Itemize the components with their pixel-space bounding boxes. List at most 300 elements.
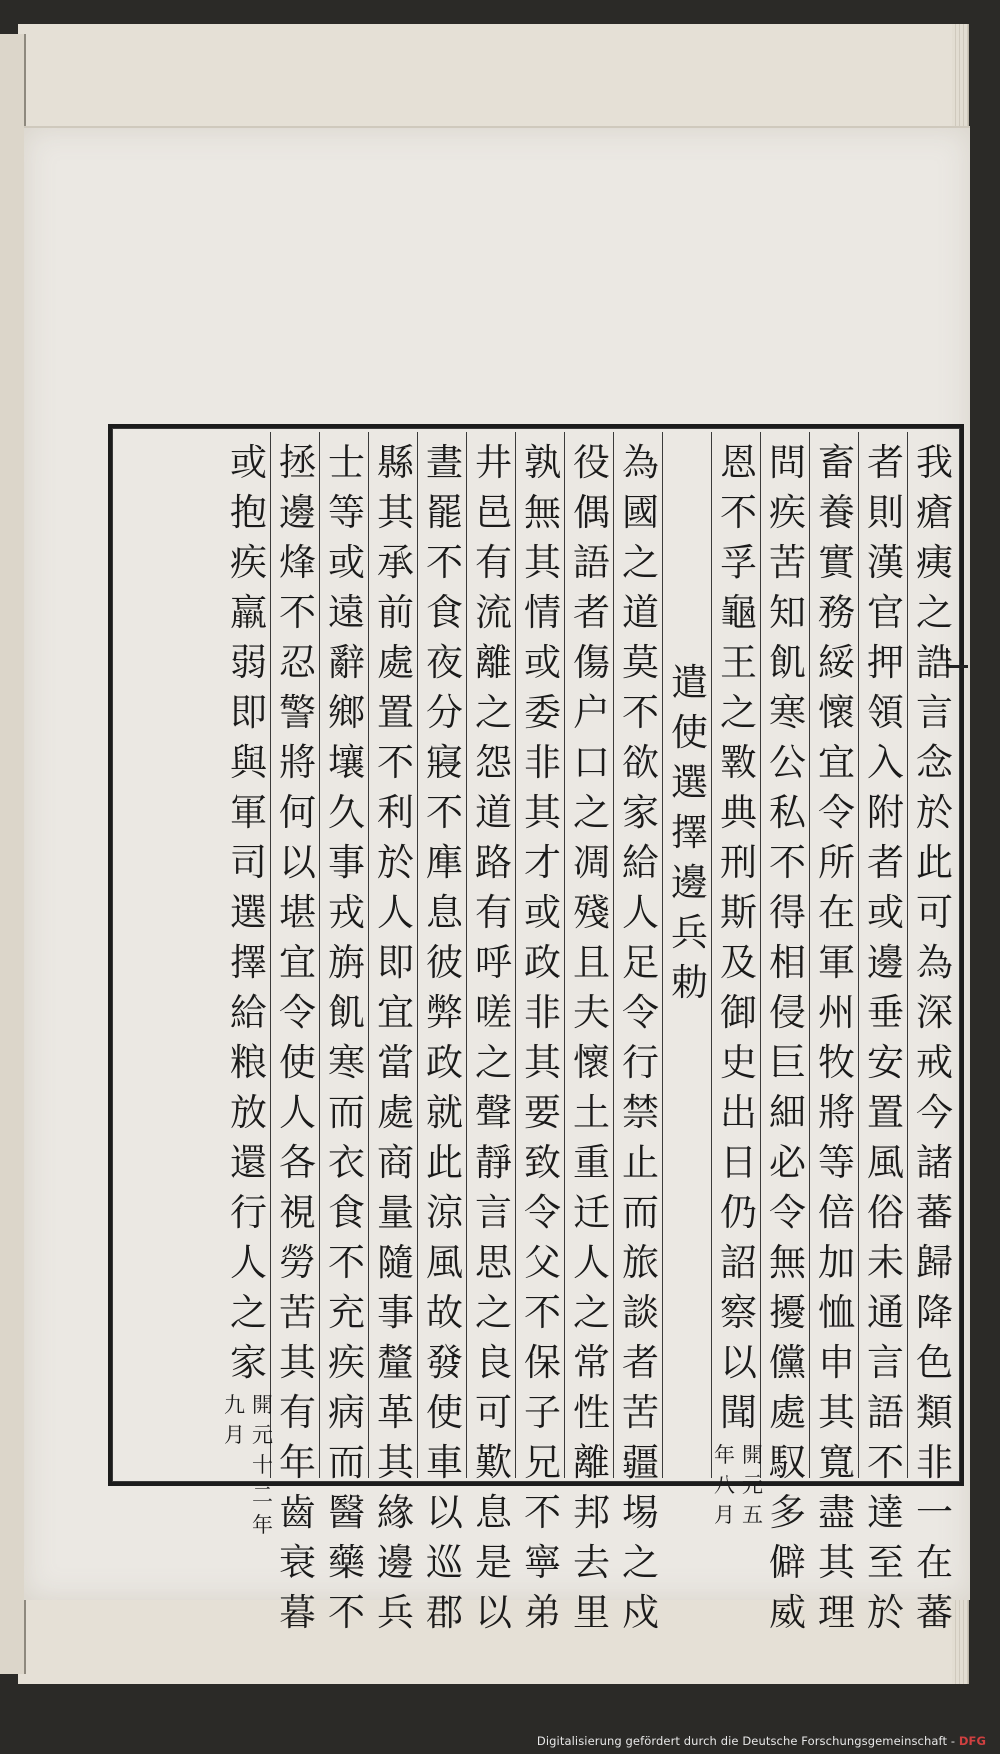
date-note-line: 開 元 五 xyxy=(742,1443,763,1527)
glyph: 即 xyxy=(377,941,414,984)
glyph: 發 xyxy=(426,1341,463,1384)
glyph: 還 xyxy=(230,1141,267,1184)
glyph: 車 xyxy=(426,1441,463,1484)
glyph: 即 xyxy=(230,691,267,734)
glyph: 者 xyxy=(867,841,904,884)
glyph: 語 xyxy=(573,541,610,584)
glyph: 要 xyxy=(524,1091,561,1134)
glyph: 家 xyxy=(622,791,659,834)
glyph: 或 xyxy=(328,541,365,584)
glyph: 俗 xyxy=(867,1191,904,1234)
glyph: 誥 xyxy=(916,641,953,684)
glyph: 呼 xyxy=(475,941,512,984)
text-column xyxy=(614,438,667,1634)
glyph: 疾 xyxy=(769,491,806,534)
glyph: 所 xyxy=(818,841,855,884)
glyph: 處 xyxy=(377,641,414,684)
glyph: 父 xyxy=(524,1241,561,1284)
date-note-line: 開 元 十 二 年 xyxy=(252,1393,273,1537)
glyph: 日 xyxy=(720,1141,757,1184)
glyph: 選 xyxy=(671,761,708,804)
glyph: 懷 xyxy=(573,1041,610,1084)
glyph: 出 xyxy=(720,1091,757,1134)
glyph: 軍 xyxy=(818,941,855,984)
glyph: 戍 xyxy=(622,1591,659,1634)
glyph: 不 xyxy=(769,841,806,884)
glyph: 當 xyxy=(377,1041,414,1084)
glyph: 不 xyxy=(524,1491,561,1534)
text-column xyxy=(418,438,471,1634)
glyph: 其 xyxy=(377,491,414,534)
glyph: 痍 xyxy=(916,541,953,584)
glyph: 靜 xyxy=(475,1141,512,1184)
glyph: 不 xyxy=(426,791,463,834)
glyph: 人 xyxy=(230,1241,267,1284)
glyph: 辭 xyxy=(328,641,365,684)
glyph: 抱 xyxy=(230,491,267,534)
glyph: 將 xyxy=(279,741,316,784)
glyph: 蕃 xyxy=(916,1191,953,1234)
glyph: 其 xyxy=(818,1391,855,1434)
glyph: 瘡 xyxy=(916,491,953,534)
glyph: 或 xyxy=(524,641,561,684)
glyph: 流 xyxy=(475,591,512,634)
credit-text: Digitalisierung gefördert durch die Deutsche Forschungsgemeinschaft - xyxy=(536,1734,956,1748)
glyph: 户 xyxy=(573,691,610,734)
glyph: 宜 xyxy=(279,941,316,984)
glyph: 遣 xyxy=(671,661,708,704)
glyph: 放 xyxy=(230,1091,267,1134)
glyph: 不 xyxy=(279,591,316,634)
glyph: 離 xyxy=(475,641,512,684)
glyph: 土 xyxy=(573,1091,610,1134)
glyph: 旅 xyxy=(622,1241,659,1284)
glyph: 壤 xyxy=(328,741,365,784)
glyph: 郡 xyxy=(426,1591,463,1634)
glyph: 為 xyxy=(622,441,659,484)
glyph: 官 xyxy=(867,591,904,634)
glyph: 之 xyxy=(720,691,757,734)
glyph: 風 xyxy=(426,1241,463,1284)
glyph: 年 xyxy=(279,1441,316,1484)
glyph: 至 xyxy=(867,1541,904,1584)
glyph: 以 xyxy=(475,1591,512,1634)
glyph: 等 xyxy=(328,491,365,534)
glyph: 言 xyxy=(916,691,953,734)
glyph: 衣 xyxy=(328,1141,365,1184)
glyph: 㢑 xyxy=(426,841,463,884)
glyph: 不 xyxy=(426,541,463,584)
glyph: 此 xyxy=(916,841,953,884)
glyph: 風 xyxy=(867,1141,904,1184)
glyph: 或 xyxy=(230,441,267,484)
text-column xyxy=(908,438,961,1634)
glyph: 弊 xyxy=(426,991,463,1034)
text-column xyxy=(320,438,373,1634)
glyph: 利 xyxy=(377,791,414,834)
glyph: 商 xyxy=(377,1141,414,1184)
glyph: 斯 xyxy=(720,891,757,934)
glyph: 擇 xyxy=(671,811,708,854)
glyph: 彼 xyxy=(426,941,463,984)
glyph: 安 xyxy=(867,1041,904,1084)
glyph: 兵 xyxy=(377,1591,414,1634)
glyph: 怨 xyxy=(475,741,512,784)
glyph: 巡 xyxy=(426,1541,463,1584)
glyph: 罷 xyxy=(426,491,463,534)
glyph: 嗟 xyxy=(475,991,512,1034)
glyph: 蕃 xyxy=(916,1591,953,1634)
glyph: 之 xyxy=(573,791,610,834)
glyph: 充 xyxy=(328,1291,365,1334)
glyph: 鄉 xyxy=(328,691,365,734)
glyph: 御 xyxy=(720,991,757,1034)
date-note-line: 年 八 月 xyxy=(714,1443,735,1527)
glyph: 不 xyxy=(377,741,414,784)
glyph: 色 xyxy=(916,1341,953,1384)
glyph: 務 xyxy=(818,591,855,634)
glyph: 不 xyxy=(720,491,757,534)
glyph: 將 xyxy=(818,1091,855,1134)
glyph: 傷 xyxy=(573,641,610,684)
glyph: 勅 xyxy=(671,961,708,1004)
text-column xyxy=(271,438,324,1634)
glyph: 典 xyxy=(720,791,757,834)
glyph: 思 xyxy=(475,1241,512,1284)
glyph: 孰 xyxy=(524,441,561,484)
glyph: 在 xyxy=(818,891,855,934)
glyph: 寧 xyxy=(524,1541,561,1584)
glyph: 隨 xyxy=(377,1241,414,1284)
glyph: 承 xyxy=(377,541,414,584)
glyph: 垂 xyxy=(867,991,904,1034)
glyph: 則 xyxy=(867,491,904,534)
glyph: 聞 xyxy=(720,1391,757,1434)
glyph: 談 xyxy=(622,1291,659,1334)
glyph: 以 xyxy=(720,1341,757,1384)
glyph: 齒 xyxy=(279,1491,316,1534)
glyph: 漢 xyxy=(867,541,904,584)
glyph: 寒 xyxy=(328,1041,365,1084)
glyph: 役 xyxy=(573,441,610,484)
glyph: 常 xyxy=(573,1341,610,1384)
text-column xyxy=(565,438,618,1634)
glyph: 羸 xyxy=(230,591,267,634)
glyph: 之 xyxy=(916,591,953,634)
glyph: 人 xyxy=(573,1241,610,1284)
glyph: 此 xyxy=(426,1141,463,1184)
glyph: 足 xyxy=(622,941,659,984)
glyph: 令 xyxy=(279,991,316,1034)
glyph: 量 xyxy=(377,1191,414,1234)
glyph: 保 xyxy=(524,1341,561,1384)
glyph: 之 xyxy=(475,691,512,734)
glyph: 是 xyxy=(475,1541,512,1584)
glyph: 察 xyxy=(720,1291,757,1334)
glyph: 擾 xyxy=(769,1291,806,1334)
glyph: 於 xyxy=(867,1591,904,1634)
glyph: 國 xyxy=(622,491,659,534)
glyph: 倍 xyxy=(818,1191,855,1234)
glyph: 者 xyxy=(622,1341,659,1384)
date-note xyxy=(223,1390,275,1540)
glyph: 多 xyxy=(769,1491,806,1534)
glyph: 道 xyxy=(622,591,659,634)
glyph: 人 xyxy=(279,1091,316,1134)
glyph: 不 xyxy=(524,1291,561,1334)
glyph: 州 xyxy=(818,991,855,1034)
glyph: 事 xyxy=(328,841,365,884)
glyph: 離 xyxy=(573,1441,610,1484)
glyph: 息 xyxy=(475,1491,512,1534)
glyph: 戎 xyxy=(328,891,365,934)
glyph: 之 xyxy=(475,1041,512,1084)
glyph: 何 xyxy=(279,791,316,834)
glyph: 遠 xyxy=(328,591,365,634)
glyph: 有 xyxy=(475,891,512,934)
glyph: 加 xyxy=(818,1241,855,1284)
glyph: 疾 xyxy=(328,1341,365,1384)
glyph: 歸 xyxy=(916,1241,953,1284)
glyph: 晝 xyxy=(426,441,463,484)
glyph: 疾 xyxy=(230,541,267,584)
glyph: 之 xyxy=(230,1291,267,1334)
glyph: 飢 xyxy=(769,641,806,684)
glyph: 得 xyxy=(769,891,806,934)
glyph: 食 xyxy=(328,1191,365,1234)
glyph: 達 xyxy=(867,1491,904,1534)
glyph: 為 xyxy=(916,941,953,984)
glyph: 類 xyxy=(916,1391,953,1434)
glyph: 行 xyxy=(230,1191,267,1234)
glyph: 公 xyxy=(769,741,806,784)
glyph: 政 xyxy=(524,941,561,984)
glyph: 邊 xyxy=(279,491,316,534)
glyph: 其 xyxy=(524,1041,561,1084)
glyph: 寒 xyxy=(769,691,806,734)
glyph: 飢 xyxy=(328,991,365,1034)
glyph: 附 xyxy=(867,791,904,834)
glyph: 軍 xyxy=(230,791,267,834)
glyph: 且 xyxy=(573,941,610,984)
text-column xyxy=(467,438,520,1634)
glyph: 非 xyxy=(524,991,561,1034)
glyph: 事 xyxy=(377,1291,414,1334)
glyph: 或 xyxy=(524,891,561,934)
glyph: 政 xyxy=(426,1041,463,1084)
glyph: 緣 xyxy=(377,1491,414,1534)
glyph: 暮 xyxy=(279,1591,316,1634)
glyph: 烽 xyxy=(279,541,316,584)
glyph: 仍 xyxy=(720,1191,757,1234)
glyph: 兵 xyxy=(671,911,708,954)
glyph: 迁 xyxy=(573,1191,610,1234)
text-column xyxy=(859,438,912,1634)
glyph: 龜 xyxy=(720,591,757,634)
glyph: 無 xyxy=(769,1241,806,1284)
date-note xyxy=(713,1440,765,1530)
glyph: 而 xyxy=(328,1091,365,1134)
glyph: 弱 xyxy=(230,641,267,684)
glyph: 使 xyxy=(426,1391,463,1434)
glyph: 忍 xyxy=(279,641,316,684)
glyph: 諸 xyxy=(916,1141,953,1184)
glyph: 欲 xyxy=(622,741,659,784)
glyph: 弟 xyxy=(524,1591,561,1634)
glyph: 及 xyxy=(720,941,757,984)
section-title-column xyxy=(663,438,716,1698)
glyph: 未 xyxy=(867,1241,904,1284)
glyph: 不 xyxy=(328,1591,365,1634)
glyph: 人 xyxy=(622,891,659,934)
glyph: 醫 xyxy=(328,1491,365,1534)
glyph: 各 xyxy=(279,1141,316,1184)
glyph: 使 xyxy=(279,1041,316,1084)
glyph: 堪 xyxy=(279,891,316,934)
glyph: 委 xyxy=(524,691,561,734)
glyph: 行 xyxy=(622,1041,659,1084)
text-column xyxy=(516,438,569,1634)
glyph: 其 xyxy=(818,1541,855,1584)
glyph: 偶 xyxy=(573,491,610,534)
glyph: 處 xyxy=(377,1091,414,1134)
glyph: 不 xyxy=(867,1441,904,1484)
glyph: 知 xyxy=(769,591,806,634)
glyph: 里 xyxy=(573,1591,610,1634)
glyph: 相 xyxy=(769,941,806,984)
glyph: 井 xyxy=(475,441,512,484)
glyph: 一 xyxy=(916,1491,953,1534)
glyph: 苦 xyxy=(769,541,806,584)
glyph: 之 xyxy=(475,1291,512,1334)
glyph: 細 xyxy=(769,1091,806,1134)
date-note-line: 九 月 xyxy=(224,1393,245,1447)
glyph: 使 xyxy=(671,711,708,754)
glyph: 僻 xyxy=(769,1541,806,1584)
glyph: 邊 xyxy=(671,861,708,904)
glyph: 史 xyxy=(720,1041,757,1084)
glyph: 申 xyxy=(818,1341,855,1384)
glyph: 押 xyxy=(867,641,904,684)
glyph: 養 xyxy=(818,491,855,534)
glyph: 選 xyxy=(230,891,267,934)
glyph: 情 xyxy=(524,591,561,634)
glyph: 歎 xyxy=(475,1441,512,1484)
glyph: 息 xyxy=(426,891,463,934)
glyph: 苦 xyxy=(279,1291,316,1334)
glyph: 口 xyxy=(573,741,610,784)
glyph: 家 xyxy=(230,1341,267,1384)
glyph: 等 xyxy=(818,1141,855,1184)
glyph: 才 xyxy=(524,841,561,884)
glyph: 戒 xyxy=(916,1041,953,1084)
glyph: 私 xyxy=(769,791,806,834)
glyph: 士 xyxy=(328,441,365,484)
glyph: 非 xyxy=(916,1441,953,1484)
glyph: 盡 xyxy=(818,1491,855,1534)
glyph: 而 xyxy=(622,1191,659,1234)
text-column xyxy=(369,438,422,1634)
glyph: 之 xyxy=(622,541,659,584)
text-column xyxy=(810,438,863,1634)
glyph: 我 xyxy=(916,441,953,484)
glyph: 無 xyxy=(524,491,561,534)
glyph: 降 xyxy=(916,1291,953,1334)
glyph: 通 xyxy=(867,1291,904,1334)
glyph: 懷 xyxy=(818,691,855,734)
glyph: 有 xyxy=(279,1391,316,1434)
glyph: 斁 xyxy=(720,741,757,784)
digitization-credit xyxy=(537,1734,986,1748)
glyph: 馭 xyxy=(769,1441,806,1484)
glyph: 令 xyxy=(769,1191,806,1234)
glyph: 威 xyxy=(769,1591,806,1634)
glyph: 前 xyxy=(377,591,414,634)
glyph: 邦 xyxy=(573,1491,610,1534)
glyph: 給 xyxy=(230,991,267,1034)
glyph: 致 xyxy=(524,1141,561,1184)
glyph: 與 xyxy=(230,741,267,784)
glyph: 凋 xyxy=(573,841,610,884)
glyph: 其 xyxy=(377,1441,414,1484)
glyph: 今 xyxy=(916,1091,953,1134)
glyph: 分 xyxy=(426,691,463,734)
glyph: 旃 xyxy=(328,941,365,984)
glyph: 之 xyxy=(573,1291,610,1334)
glyph: 令 xyxy=(818,791,855,834)
glyph: 可 xyxy=(475,1391,512,1434)
glyph: 綏 xyxy=(818,641,855,684)
text-column xyxy=(712,438,765,1527)
glyph: 釐 xyxy=(377,1341,414,1384)
glyph: 革 xyxy=(377,1391,414,1434)
glyph: 而 xyxy=(328,1441,365,1484)
glyph: 寢 xyxy=(426,741,463,784)
glyph: 巨 xyxy=(769,1041,806,1084)
glyph: 殘 xyxy=(573,891,610,934)
glyph: 聲 xyxy=(475,1091,512,1134)
glyph: 畜 xyxy=(818,441,855,484)
glyph: 止 xyxy=(622,1141,659,1184)
glyph: 以 xyxy=(279,841,316,884)
glyph: 深 xyxy=(916,991,953,1034)
glyph: 於 xyxy=(377,841,414,884)
glyph: 司 xyxy=(230,841,267,884)
left-page-edge xyxy=(0,34,26,1674)
glyph: 處 xyxy=(769,1391,806,1434)
glyph: 言 xyxy=(475,1191,512,1234)
glyph: 理 xyxy=(818,1591,855,1634)
text-column xyxy=(222,438,275,1537)
glyph: 者 xyxy=(573,591,610,634)
glyph: 藥 xyxy=(328,1541,365,1584)
glyph: 勞 xyxy=(279,1241,316,1284)
glyph: 儻 xyxy=(769,1341,806,1384)
glyph: 問 xyxy=(769,441,806,484)
glyph: 道 xyxy=(475,791,512,834)
glyph: 邊 xyxy=(867,941,904,984)
glyph: 不 xyxy=(622,691,659,734)
glyph: 邊 xyxy=(377,1541,414,1584)
glyph: 良 xyxy=(475,1341,512,1384)
glyph: 於 xyxy=(916,791,953,834)
glyph: 其 xyxy=(279,1341,316,1384)
dfg-logo: DFG xyxy=(958,1734,986,1748)
glyph: 重 xyxy=(573,1141,610,1184)
glyph: 久 xyxy=(328,791,365,834)
glyph: 兄 xyxy=(524,1441,561,1484)
glyph: 有 xyxy=(475,541,512,584)
